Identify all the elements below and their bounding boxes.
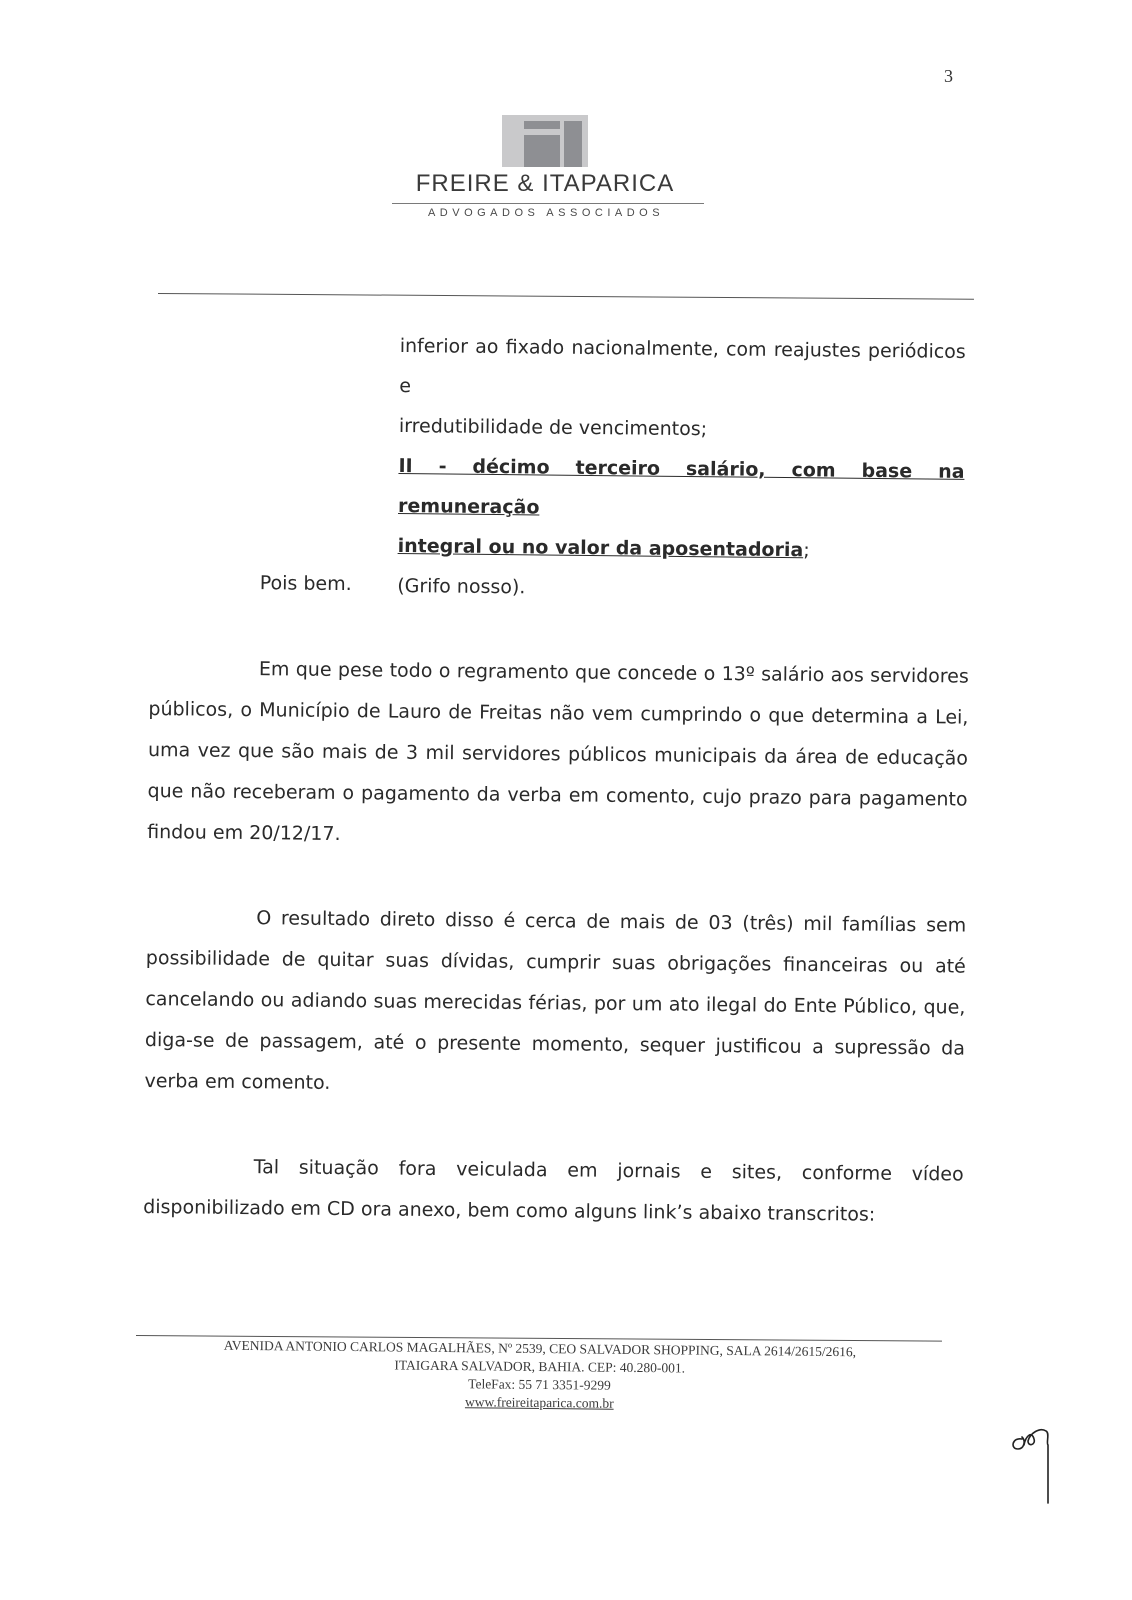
header-divider [158,293,974,300]
quote-line: irredutibilidade de vencimentos; [398,414,708,441]
quote-line: inferior ao fixado nacionalmente, com reajustes periódicos e [399,334,966,398]
initials-signature-icon [1010,1415,1070,1510]
firm-logo-icon [502,115,588,167]
paragraph: Em que pese todo o regramento que concede o 13º salário aos servidores públicos, o Município de Lauro de Freitas não vem cumprindo o que determina a Lei, uma vez que são mais de 3 mil servidores públicos municipais da área de educação que não receberam o pagamento da verba em comento, cujo prazo para pagamento findou em 20/12/17. [147,658,969,846]
firm-subtitle: ADVOGADOS ASSOCIADOS [427,207,665,219]
firm-name-rule [392,203,704,204]
paragraph: O resultado direto disso é cerca de mais de 03 (três) mil famílias sem possibilidade de quitar suas dívidas, cumprir suas obrigações financeiras ou até cancelando ou adiando suas merecidas férias, por um ato ilegal do Ente Público, que, diga-se de passagem, até o presente momento, sequer justificou a supressão da verba em comento. [144,907,967,1094]
footer-line: ITAIGARA SALVADOR, BAHIA. CEP: 40.280-001. [394,1357,686,1376]
paragraph: Pois bem. [259,572,352,596]
quote-highlight: integral ou no valor da aposentadoria [397,534,804,562]
quote-highlight: II - décimo terceiro salário, com base na remuneração [397,454,965,519]
document-body [143,562,970,1281]
quote-highlight-end: ; [803,539,810,562]
page-number: 3 [944,66,953,86]
paragraph: Tal situação fora veiculada em jornais e sites, conforme vídeo disponibilizado em CD ora anexo, bem como alguns link’s abaixo transcritos: [143,1156,964,1226]
footer-line: TeleFax: 55 71 3351-9299 [468,1376,611,1393]
quote-note: (Grifo nosso). [397,574,526,599]
website-link[interactable]: www.freireitaparica.com.br [464,1394,614,1411]
firm-name: FREIRE & ITAPARICA [415,170,675,197]
footer-line: AVENIDA ANTONIO CARLOS MAGALHÃES, Nº 2539, CEO SALVADOR SHOPPING, SALA 2614/2615/2616, [223,1337,857,1360]
footer-address [169,1336,910,1416]
